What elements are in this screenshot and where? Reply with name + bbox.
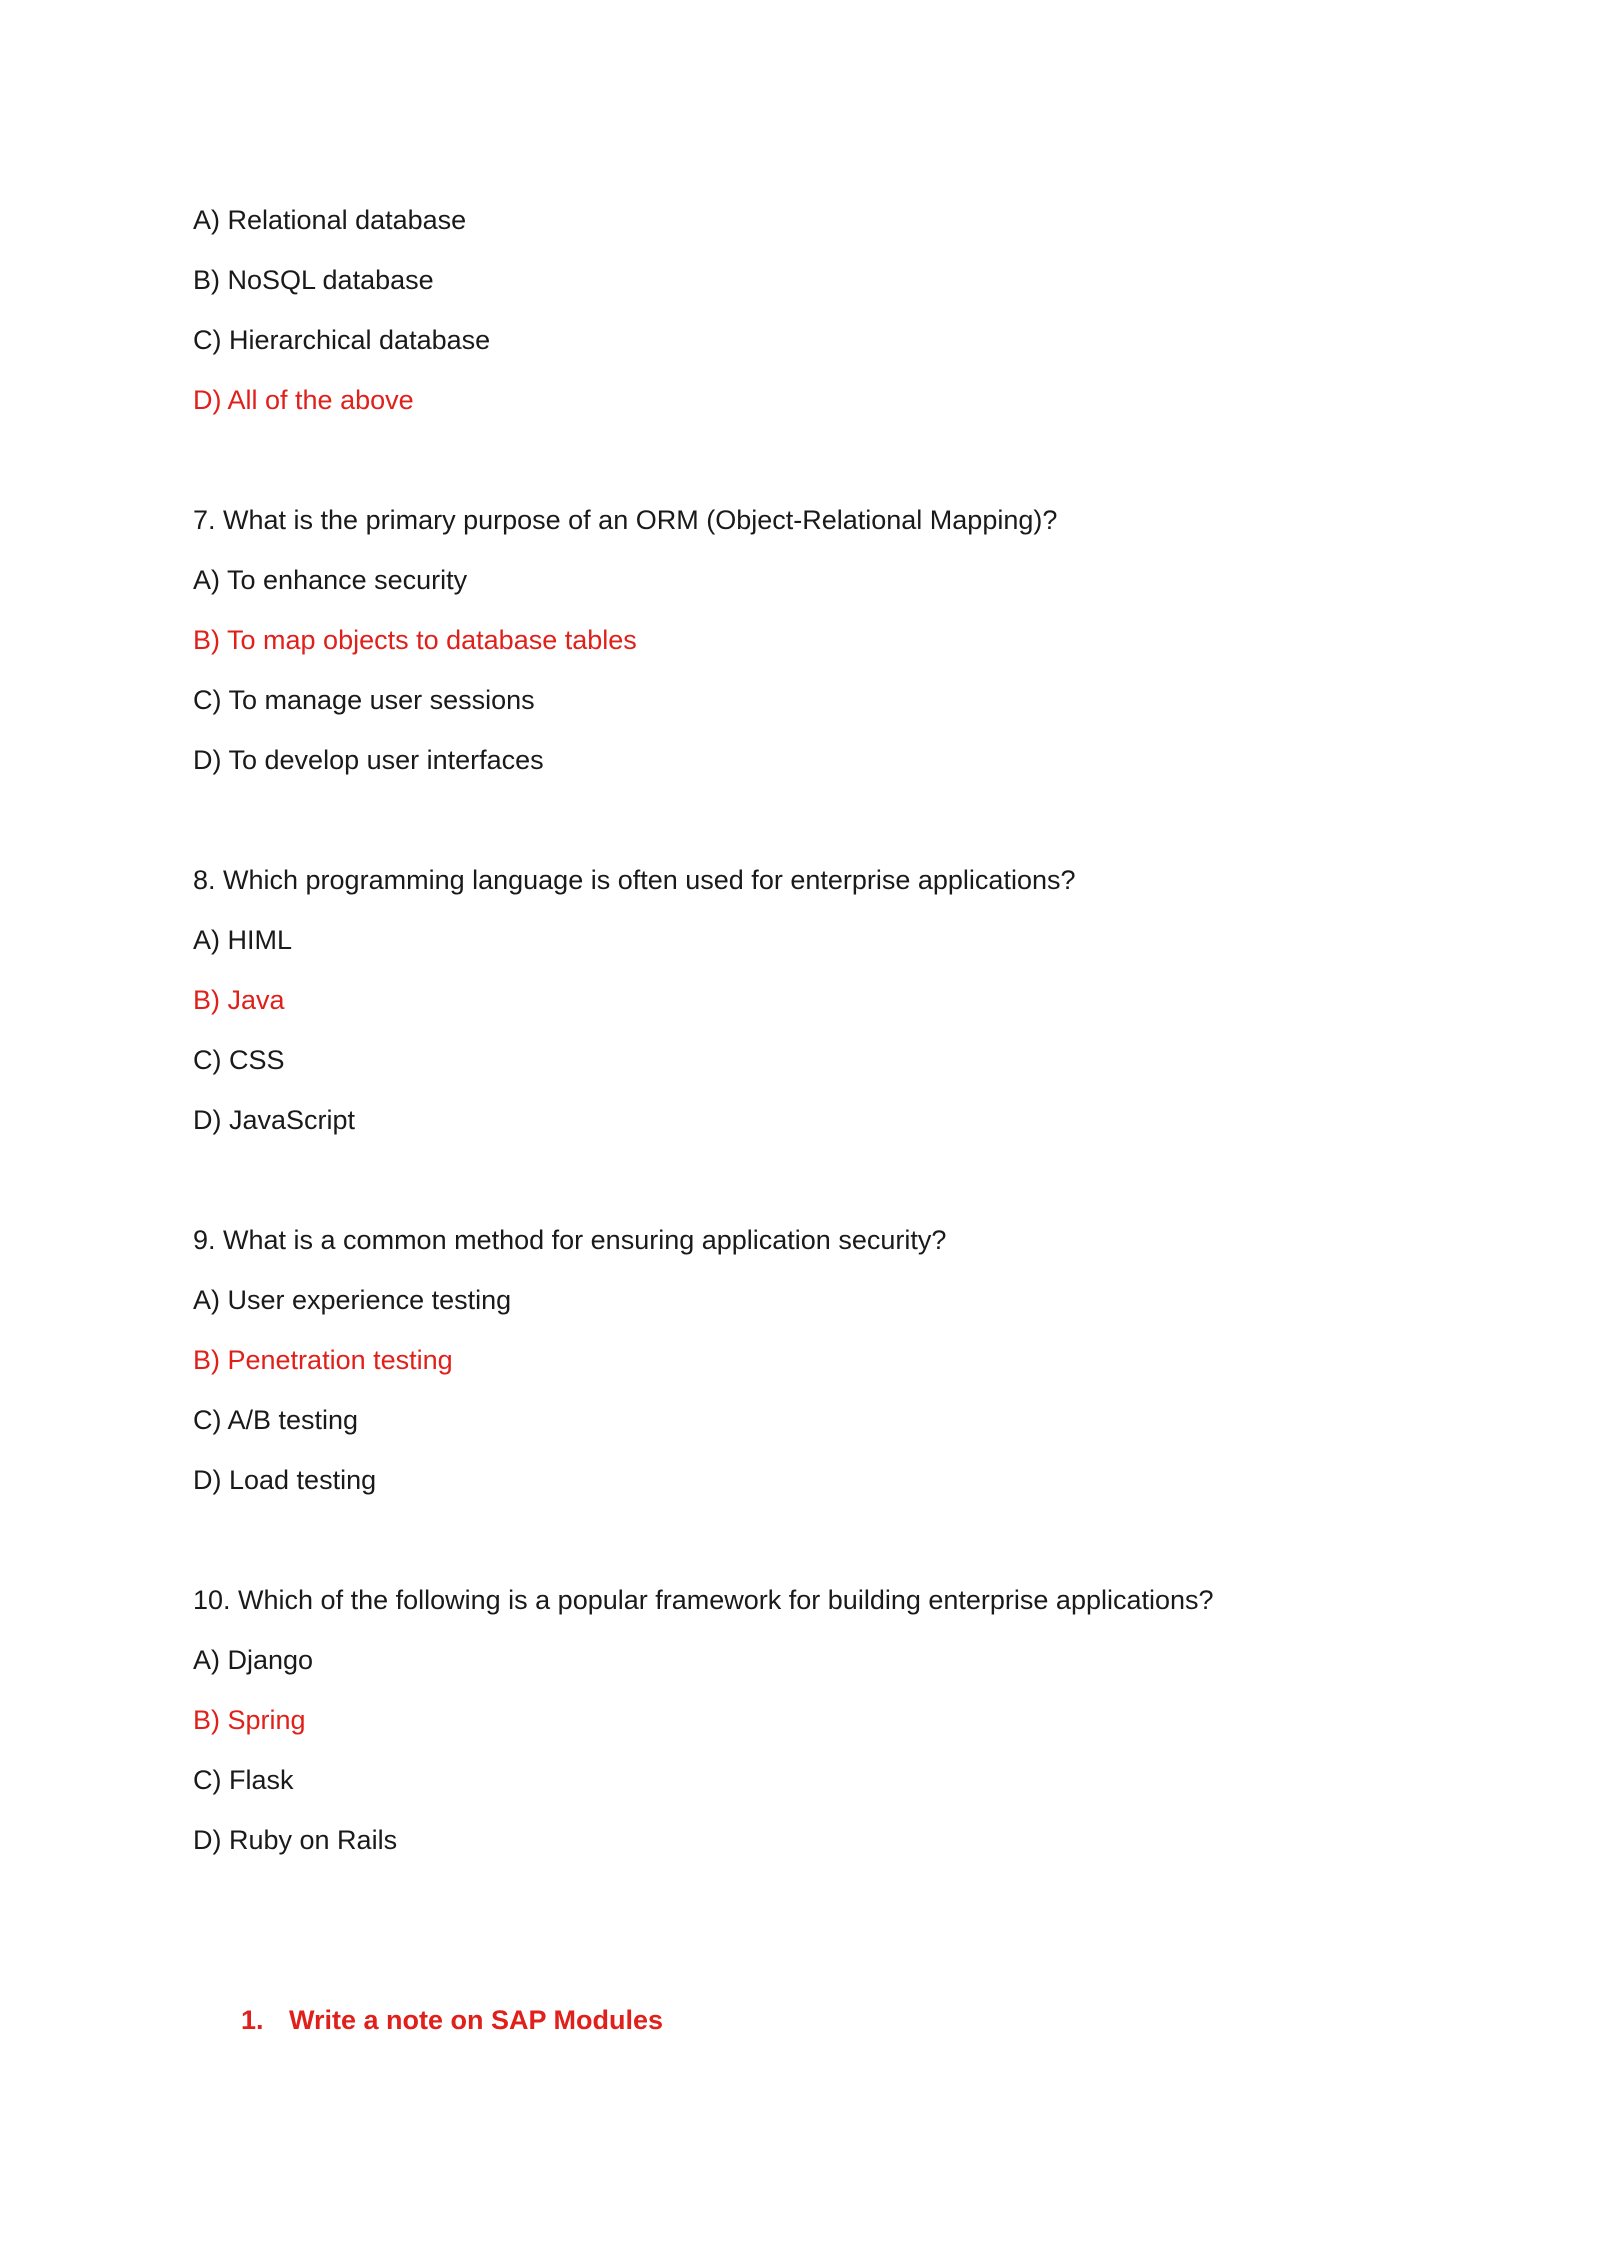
option-b-correct-answer: B) Java	[193, 985, 285, 1015]
question-text: 9. What is a common method for ensuring application security?	[193, 1225, 947, 1255]
option-d: D) Ruby on Rails	[193, 1825, 398, 1855]
spacer	[193, 1510, 1493, 1570]
option-a: A) To enhance security	[193, 565, 468, 595]
spacer	[193, 1150, 1493, 1210]
option-b-correct-answer: B) To map objects to database tables	[193, 625, 637, 655]
spacer	[193, 430, 1493, 490]
option-c: C) Hierarchical database	[193, 325, 491, 355]
quiz-content	[193, 190, 1493, 1870]
option-d-correct-answer: D) All of the above	[193, 385, 414, 415]
option-a: A) Django	[193, 1645, 314, 1675]
option-b: B) NoSQL database	[193, 265, 434, 295]
option-d: D) Load testing	[193, 1465, 377, 1495]
task-text: Write a note on SAP Modules	[289, 2005, 664, 2035]
option-c: C) Flask	[193, 1765, 294, 1795]
option-c: C) A/B testing	[193, 1405, 359, 1435]
question-text: 8. Which programming language is often used for enterprise applications?	[193, 865, 1076, 895]
task-number: 1.	[241, 2005, 264, 2035]
question-text: 7. What is the primary purpose of an ORM (Object-Relational Mapping)?	[193, 505, 1058, 535]
option-b-correct-answer: B) Spring	[193, 1705, 306, 1735]
question-block	[193, 190, 1493, 430]
option-a: A) User experience testing	[193, 1285, 512, 1315]
option-d: D) To develop user interfaces	[193, 745, 544, 775]
option-c: C) To manage user sessions	[193, 685, 535, 715]
question-text: 10. Which of the following is a popular framework for building enterprise applications?	[193, 1585, 1214, 1615]
question-block	[193, 1570, 1493, 1870]
option-a: A) Relational database	[193, 205, 467, 235]
task-heading	[241, 1990, 663, 2050]
spacer	[193, 790, 1493, 850]
option-c: C) CSS	[193, 1045, 285, 1075]
question-block	[193, 850, 1493, 1150]
option-a: A) HIML	[193, 925, 293, 955]
option-b-correct-answer: B) Penetration testing	[193, 1345, 453, 1375]
question-block	[193, 490, 1493, 790]
option-d: D) JavaScript	[193, 1105, 356, 1135]
question-block	[193, 1210, 1493, 1510]
